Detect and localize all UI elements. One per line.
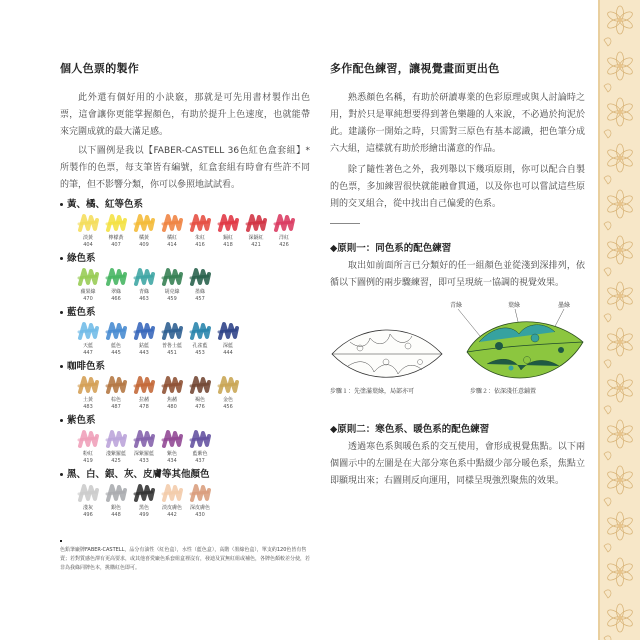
decorative-floral-border xyxy=(598,0,640,640)
left-paragraph-2: 以下圖例是我以【FABER-CASTELL 36色紅色盒套組】* 所製作的色票，每支筆皆有編號，紅盒套組有時會有些許不同的筆，但不影響分類，你可以參照地試試看。 xyxy=(60,146,310,190)
color-swatch xyxy=(102,374,130,410)
step-1-caption: 步驟１：先塗滿葉綠，局部亦可 xyxy=(330,388,415,395)
swatch-number: 425 xyxy=(111,458,121,464)
footnote-marker xyxy=(60,540,62,542)
swatch-name: 深紫羅藍 xyxy=(133,451,154,457)
pencil-stroke-icon xyxy=(77,320,99,342)
swatch-number: 463 xyxy=(139,296,149,302)
color-swatch xyxy=(158,374,186,410)
swatch-name: 普魯士藍 xyxy=(161,343,182,349)
swatch-number: 404 xyxy=(83,242,93,248)
swatch-name: 天藍 xyxy=(82,343,93,349)
swatch-number: 433 xyxy=(139,458,149,464)
pencil-stroke-icon xyxy=(217,374,239,396)
color-swatch xyxy=(74,212,102,248)
bullet-icon xyxy=(60,365,63,368)
bullet-icon xyxy=(60,419,63,422)
swatch-row xyxy=(60,428,310,464)
leaf-step-2 xyxy=(467,322,583,378)
swatch-name: 藍紫色 xyxy=(192,451,208,457)
swatch-number: 416 xyxy=(195,242,205,248)
swatch-number: 442 xyxy=(167,512,177,518)
pencil-stroke-icon xyxy=(77,482,99,504)
swatch-number: 437 xyxy=(195,458,205,464)
swatch-group xyxy=(60,252,310,302)
color-swatch xyxy=(130,374,158,410)
swatch-number: 456 xyxy=(223,404,233,410)
swatch-number: 409 xyxy=(139,242,149,248)
swatch-name: 橘黃 xyxy=(138,235,149,241)
swatch-name: 深藍 xyxy=(222,343,233,349)
color-swatch xyxy=(74,428,102,464)
pencil-stroke-icon xyxy=(161,374,183,396)
flower-motif-icon xyxy=(604,512,634,552)
bullet-icon xyxy=(60,203,63,206)
pencil-stroke-icon xyxy=(133,428,155,450)
pencil-stroke-icon xyxy=(189,374,211,396)
pencil-stroke-icon xyxy=(133,482,155,504)
color-swatch xyxy=(186,428,214,464)
flower-motif-icon xyxy=(604,144,634,184)
right-column xyxy=(330,60,585,490)
swatch-group xyxy=(60,360,310,410)
swatch-group-title xyxy=(60,198,310,212)
swatch-name: 翠綠 xyxy=(110,289,121,295)
swatch-row xyxy=(60,320,310,356)
swatch-number: 445 xyxy=(111,350,121,356)
swatch-group-label: 綠色系 xyxy=(67,253,96,264)
pencil-stroke-icon xyxy=(161,320,183,342)
swatch-number: 443 xyxy=(139,350,149,356)
swatch-number: 476 xyxy=(195,404,205,410)
color-swatch xyxy=(186,374,214,410)
pencil-stroke-icon xyxy=(77,428,99,450)
swatch-row xyxy=(60,266,310,302)
pencil-stroke-icon xyxy=(133,374,155,396)
color-swatch xyxy=(242,212,270,248)
swatch-group-label: 藍色系 xyxy=(67,307,96,318)
pencil-stroke-icon xyxy=(105,374,127,396)
swatch-name: 深鎘紅 xyxy=(248,235,264,241)
swatch-number: 453 xyxy=(195,350,205,356)
swatch-number: 414 xyxy=(167,242,177,248)
swatch-number: 444 xyxy=(223,350,233,356)
label-molu: 墨綠 xyxy=(558,302,571,309)
swatch-number: 459 xyxy=(167,296,177,302)
color-swatch xyxy=(130,266,158,302)
pencil-stroke-icon xyxy=(161,212,183,234)
swatch-number: 407 xyxy=(111,242,121,248)
bullet-icon xyxy=(60,311,63,314)
swatch-name: 橘紅 xyxy=(166,235,177,241)
color-swatch xyxy=(158,428,186,464)
swatch-number: 487 xyxy=(111,404,121,410)
pencil-stroke-icon xyxy=(189,320,211,342)
pencil-stroke-icon xyxy=(217,320,239,342)
color-swatch-chart xyxy=(60,198,310,518)
left-paragraph-1: 此外還有個好用的小訣竅，那就是可先用書材製作出色票，這會讓你更能掌握顏色，有助於提升上色速度，也就能帶來完圍成就的最大滿足感。 xyxy=(60,93,310,137)
swatch-name: 焦赭 xyxy=(166,397,177,403)
divider-line xyxy=(330,223,360,224)
swatch-group-title xyxy=(60,468,310,482)
swatch-number: 478 xyxy=(139,404,149,410)
color-swatch xyxy=(158,482,186,518)
label-yelu: 葉綠 xyxy=(508,302,521,309)
color-swatch xyxy=(214,212,242,248)
pencil-stroke-icon xyxy=(77,212,99,234)
label-qinglu: 青綠 xyxy=(450,302,463,309)
pencil-stroke-icon xyxy=(161,428,183,450)
pencil-stroke-icon xyxy=(161,482,183,504)
swatch-name: 紫色 xyxy=(166,451,177,457)
pencil-stroke-icon xyxy=(105,320,127,342)
pencil-stroke-icon xyxy=(161,266,183,288)
pencil-stroke-icon xyxy=(105,428,127,450)
swatch-row xyxy=(60,482,310,518)
flower-motif-icon xyxy=(604,98,634,138)
swatch-name: 淡皮膚色 xyxy=(161,505,182,511)
section-title-left: 個人色票的製作 xyxy=(60,62,140,75)
pencil-stroke-icon xyxy=(273,212,295,234)
swatch-name: 棕色 xyxy=(110,397,121,403)
flower-motif-icon xyxy=(604,6,634,46)
color-swatch xyxy=(74,266,102,302)
flower-motif-icon xyxy=(604,374,634,414)
color-swatch xyxy=(74,320,102,356)
pencil-stroke-icon xyxy=(217,212,239,234)
swatch-name: 淺灰 xyxy=(82,505,93,511)
principle-2-text: 透過寒色系與暖色系的交互使用，會形成視覺焦點。以下兩個圖示中的左圖是在大部分寒色系中點綴少部分暖色系，焦點立即顯現出來；右圖則反向運用，同樣呈現強烈聚焦的效果。 xyxy=(330,442,585,486)
swatch-group-label: 咖啡色系 xyxy=(67,361,106,372)
swatch-name: 粉紅 xyxy=(82,451,93,457)
color-swatch xyxy=(214,374,242,410)
swatch-name: 孔雀藍 xyxy=(192,343,208,349)
principle-1-text: 取出如前面所言已分類好的任一組顏色並從淺到深排列，依循以下圖例的兩步驟練習，即可呈現統一協調的視覺效果。 xyxy=(330,261,585,288)
swatch-name: 朱紅 xyxy=(194,235,205,241)
swatch-number: 434 xyxy=(167,458,177,464)
color-swatch xyxy=(158,212,186,248)
pencil-stroke-icon xyxy=(133,212,155,234)
swatch-group xyxy=(60,468,310,518)
color-swatch xyxy=(74,482,102,518)
leaf-drawings xyxy=(330,300,585,395)
swatch-name: 青綠 xyxy=(138,289,149,295)
swatch-number: 480 xyxy=(167,404,177,410)
color-swatch xyxy=(130,428,158,464)
pencil-stroke-icon xyxy=(189,428,211,450)
color-swatch xyxy=(186,212,214,248)
color-swatch xyxy=(186,266,214,302)
swatch-row xyxy=(60,374,310,410)
swatch-number: 499 xyxy=(139,512,149,518)
section-title-right: 多作配色練習，讓視覺畫面更出色 xyxy=(330,62,500,75)
color-swatch xyxy=(102,266,130,302)
flower-motif-icon xyxy=(604,328,634,368)
principle-2-title: ◆原則二：寒色系、暖色系的配色練習 xyxy=(330,424,490,435)
swatch-group xyxy=(60,306,310,356)
swatch-name: 洋紅 xyxy=(278,235,289,241)
bullet-icon xyxy=(60,473,63,476)
pencil-stroke-icon xyxy=(133,266,155,288)
swatch-number: 426 xyxy=(279,242,289,248)
color-swatch xyxy=(214,320,242,356)
flower-motif-icon xyxy=(604,420,634,460)
color-swatch xyxy=(102,320,130,356)
color-swatch xyxy=(130,320,158,356)
swatch-name: 拉赭 xyxy=(138,397,149,403)
swatch-name: 蘋果綠 xyxy=(80,289,96,295)
pencil-stroke-icon xyxy=(189,482,211,504)
color-swatch xyxy=(186,482,214,518)
swatch-name: 鈷藍 xyxy=(138,343,149,349)
swatch-number: 418 xyxy=(223,242,233,248)
swatch-number: 419 xyxy=(83,458,93,464)
bullet-icon xyxy=(60,257,63,260)
color-swatch xyxy=(130,482,158,518)
swatch-name: 褐色 xyxy=(194,397,205,403)
swatch-group-title xyxy=(60,252,310,266)
color-swatch xyxy=(102,482,130,518)
swatch-name: 胡克綠 xyxy=(164,289,180,295)
color-swatch xyxy=(130,212,158,248)
swatch-number: 457 xyxy=(195,296,205,302)
pencil-stroke-icon xyxy=(245,212,267,234)
swatch-name: 淺紫羅藍 xyxy=(105,451,126,457)
flower-motif-icon xyxy=(604,52,634,92)
swatch-name: 黑色 xyxy=(138,505,149,511)
pencil-stroke-icon xyxy=(77,374,99,396)
swatch-name: 檸檬黃 xyxy=(108,235,124,241)
swatch-group-title xyxy=(60,414,310,428)
flower-motif-icon xyxy=(604,604,634,640)
swatch-group-label: 紫色系 xyxy=(67,415,96,426)
swatch-name: 藍色 xyxy=(110,343,121,349)
flower-motif-icon xyxy=(604,190,634,230)
pencil-stroke-icon xyxy=(105,266,127,288)
swatch-number: 466 xyxy=(111,296,121,302)
swatch-group-title xyxy=(60,306,310,320)
flower-motif-icon xyxy=(604,282,634,322)
pencil-stroke-icon xyxy=(189,212,211,234)
pencil-stroke-icon xyxy=(133,320,155,342)
color-swatch xyxy=(186,320,214,356)
swatch-group-title xyxy=(60,360,310,374)
right-paragraph-2: 除了隨性著色之外，我列舉以下幾項原則，你可以配合自製的色票，多加練習很快就能融會貫通，以及你也可以嘗試這些原則的交叉組合，從中找出自己偏愛的色系。 xyxy=(330,165,585,209)
swatch-number: 470 xyxy=(83,296,93,302)
swatch-group xyxy=(60,198,310,248)
floral-pattern-icon xyxy=(600,0,640,640)
left-column xyxy=(60,60,310,518)
swatch-name: 土黃 xyxy=(82,397,93,403)
color-swatch xyxy=(74,374,102,410)
swatch-number: 430 xyxy=(195,512,205,518)
swatch-number: 421 xyxy=(251,242,261,248)
swatch-name: 淡黃 xyxy=(82,235,93,241)
swatch-number: 447 xyxy=(83,350,93,356)
color-swatch xyxy=(270,212,298,248)
footnote: 色鉛筆廠牌FABER-CASTELL，品分有油性（紅色盒），水性（藍色盒），高階（墨綠色盒），單支約120色皆有售賣；若對質感色澤有更高要求，或其他喜愛廠色系套組盒裡沒有，發迪及買無紅組或補色，各牌色顏較差分使，若非為我綠同牌色本，挑購紅色即可。 xyxy=(60,547,311,571)
swatch-name: 金色 xyxy=(222,397,233,403)
swatch-name: 銀色 xyxy=(110,505,121,511)
right-paragraph-1: 熟悉顏色名稱，有助於研讀專業的色彩原理或與人討論時之用，對於只是單純想要得到著色樂趣的人來說，不必過於拘泥於此。建議你一開始之時，只需對三原色有基本認識，把色筆分成六大組，這樣就有助於形繪出滿意的作品。 xyxy=(330,93,585,154)
swatch-name: 鎘紅 xyxy=(222,235,233,241)
principle-1-title: ◆原則一：同色系的配色練習 xyxy=(330,243,452,254)
swatch-group-label: 黑、白、銀、灰、皮膚等其他顏色 xyxy=(67,469,210,480)
swatch-number: 448 xyxy=(111,512,121,518)
step-2-caption: 步驟２：依深淺任意鋪置 xyxy=(470,388,537,395)
color-swatch xyxy=(158,266,186,302)
leaf-step-1 xyxy=(332,330,442,377)
swatch-number: 451 xyxy=(167,350,177,356)
color-swatch xyxy=(102,428,130,464)
leaf-illustration xyxy=(330,300,585,395)
pencil-stroke-icon xyxy=(189,266,211,288)
color-swatch xyxy=(102,212,130,248)
flower-motif-icon xyxy=(604,236,634,276)
color-swatch xyxy=(158,320,186,356)
swatch-group-label: 黃、橘、紅等色系 xyxy=(67,199,144,210)
swatch-number: 483 xyxy=(83,404,93,410)
swatch-row xyxy=(60,212,310,248)
swatch-name: 墨綠 xyxy=(194,289,205,295)
flower-motif-icon xyxy=(604,558,634,598)
swatch-number: 496 xyxy=(83,512,93,518)
swatch-name: 深皮膚色 xyxy=(189,505,210,511)
pencil-stroke-icon xyxy=(77,266,99,288)
pencil-stroke-icon xyxy=(105,212,127,234)
flower-motif-icon xyxy=(604,466,634,506)
pencil-stroke-icon xyxy=(105,482,127,504)
swatch-group xyxy=(60,414,310,464)
